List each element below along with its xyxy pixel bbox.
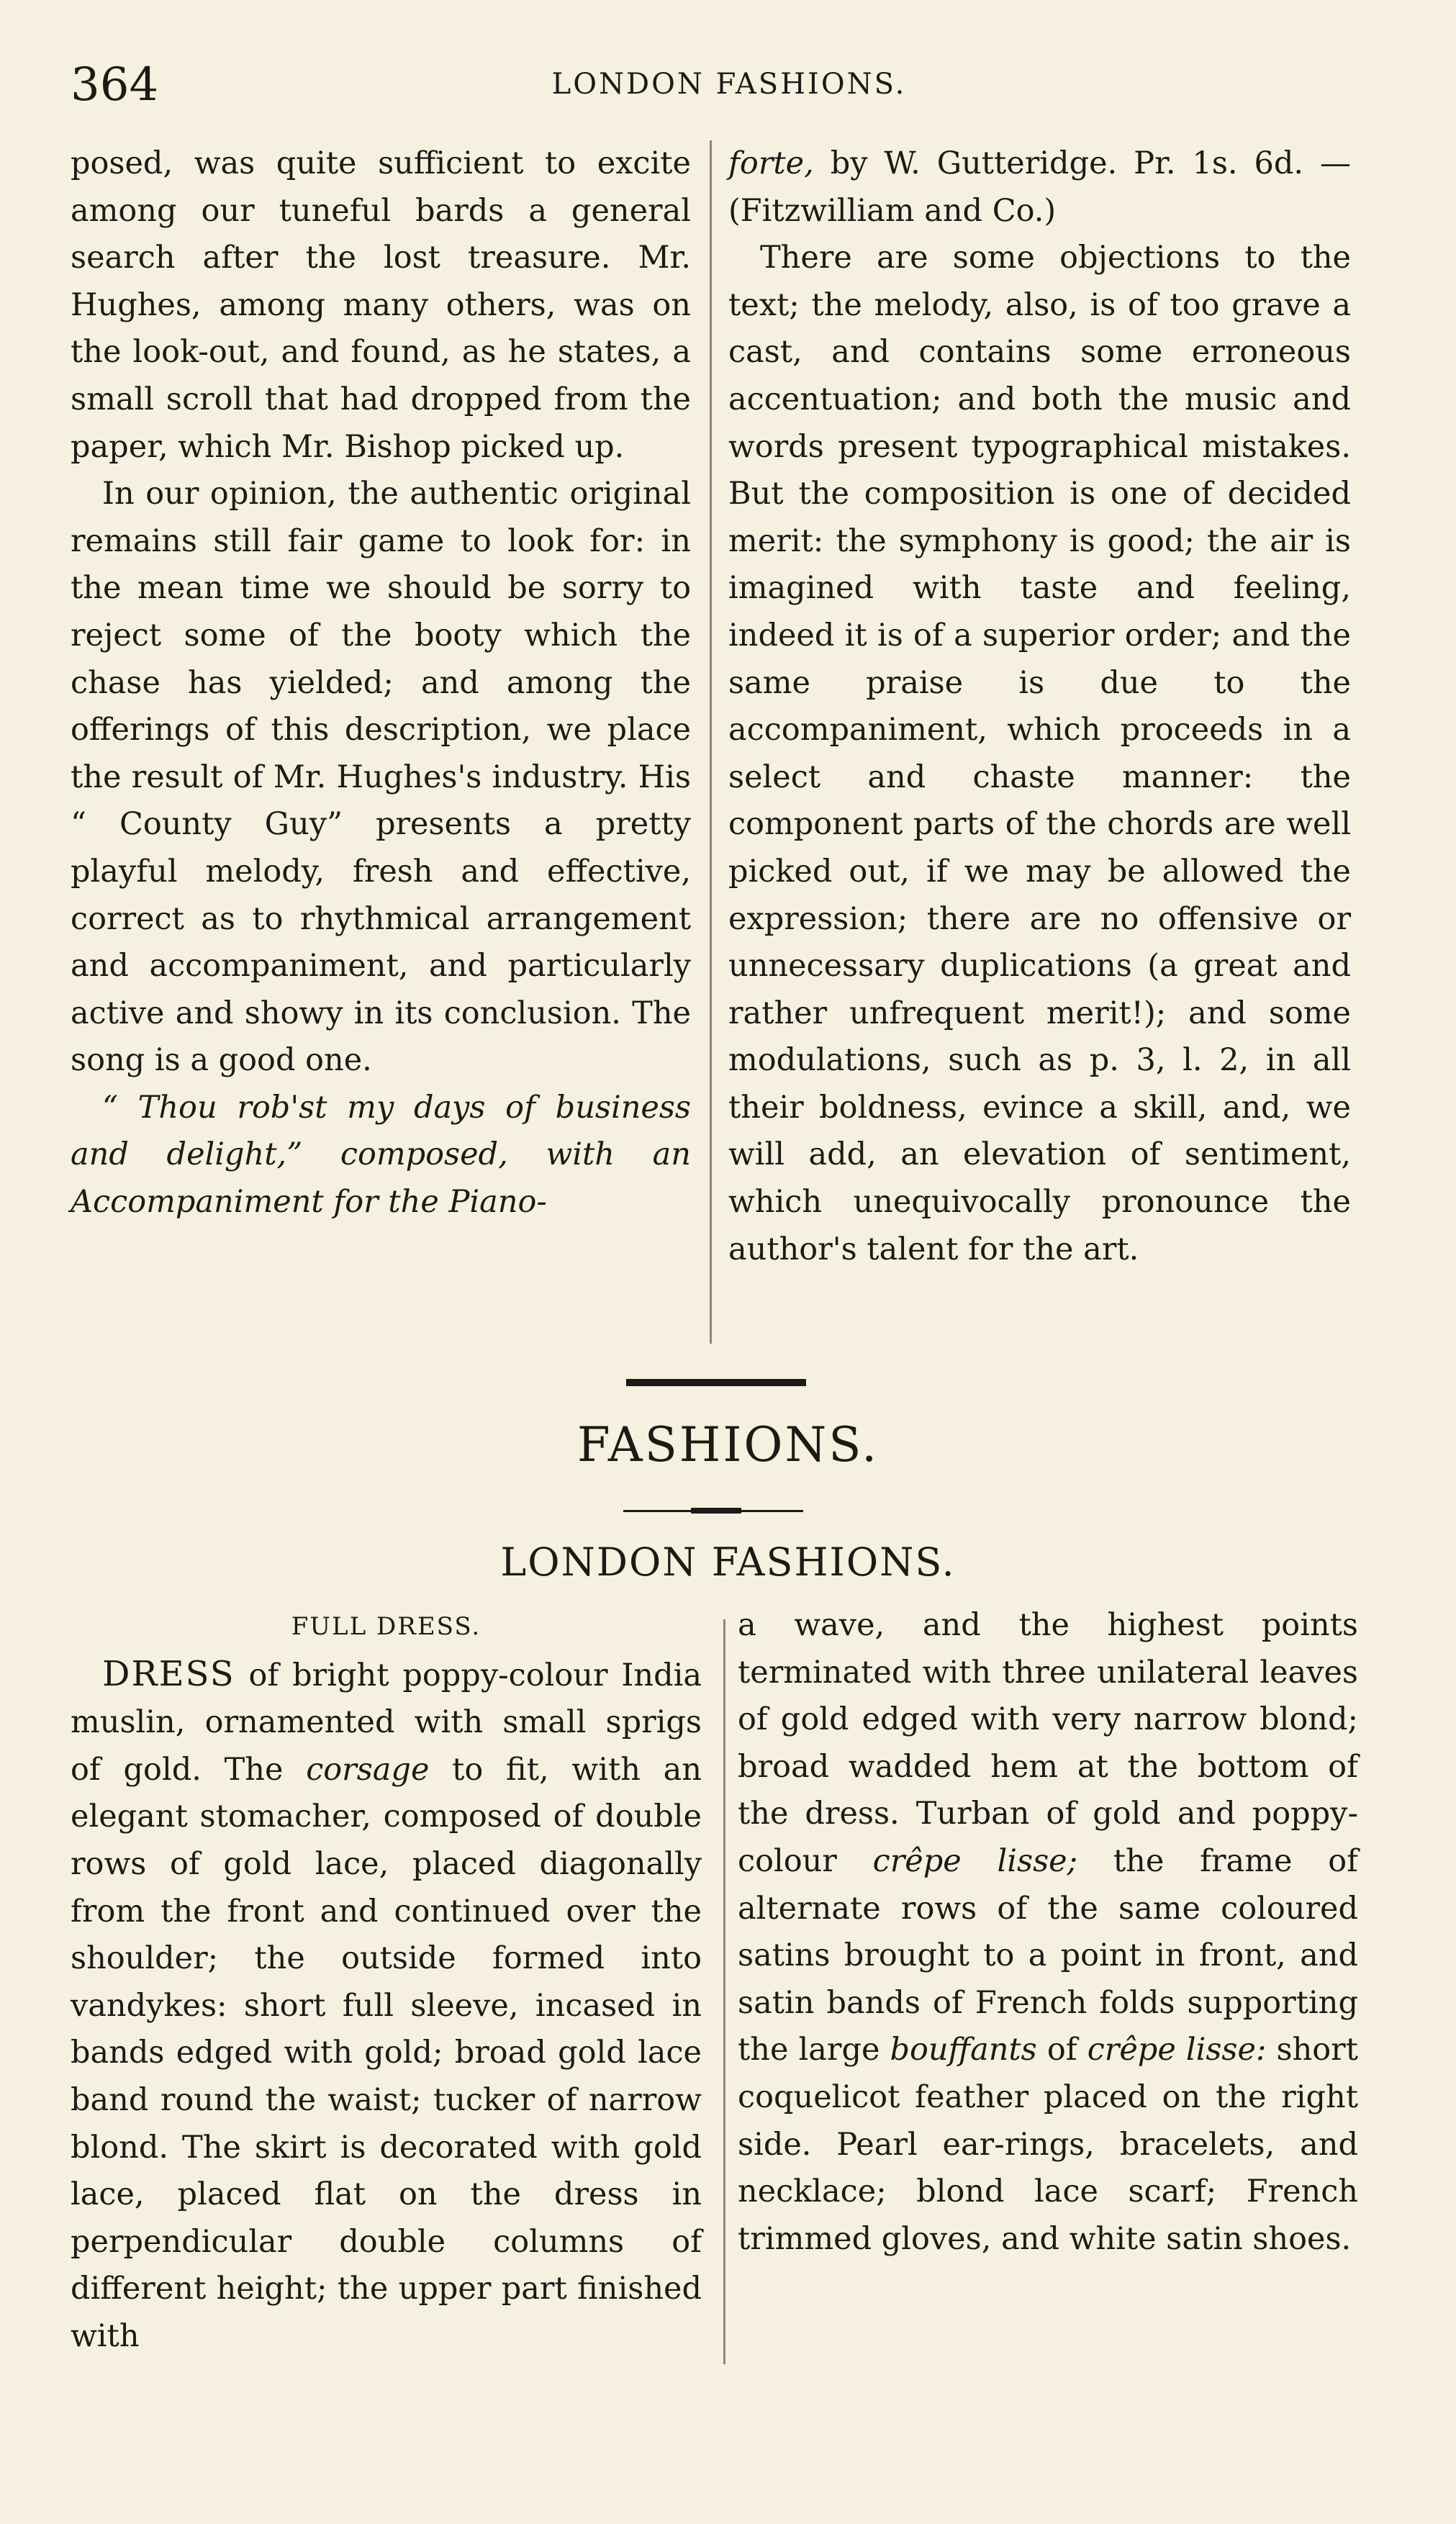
article-left-paragraph-3 xyxy=(71,1085,691,1226)
bouffants-term: bouffants xyxy=(890,2032,1037,2068)
dress-dropcap: DRESS xyxy=(102,1653,235,1694)
article-column-rule xyxy=(710,140,712,1344)
running-head: LONDON FASHIONS. xyxy=(551,68,907,101)
song-description: composed, with an Accompaniment for the xyxy=(71,1136,691,1221)
article-right-column xyxy=(728,140,1351,1273)
publication-info: by W. Gutteridge. Pr. 1s. 6d. —(Fitzwilliam and Co.) xyxy=(728,145,1351,229)
london-fashions-subtitle: LONDON FASHIONS. xyxy=(500,1539,956,1585)
fashions-column-rule xyxy=(723,1619,725,2364)
fashions-right-text-4: short coquelicot feather placed on the right side. Pearl ear-rings, bracelets, and necklace; blond lace scarf; French trimmed gloves, and white satin shoes. xyxy=(738,2032,1358,2257)
section-rule-thick xyxy=(626,1379,806,1386)
fashions-right-column xyxy=(738,1602,1358,2263)
page-number: 364 xyxy=(71,58,159,112)
article-left-column xyxy=(71,140,691,1226)
fashions-right-text-2: the frame of alternate rows of the same coloured satins brought to a point in front, and satin bands of French folds supporting the large xyxy=(738,1842,1358,2068)
full-dress-text-2: to fit, with an elegant stomacher, composed of double rows of gold lace, placed diagonally from the front and continued over the shoulder; the outside formed into vandykes: short full sleeve, incased in bands edged with gold; broad gold lace band round the waist; tucker of narrow blond. The skirt is decorated with gold lace, placed flat on the dress in perpendicular double columns of different height; the upper part finished with xyxy=(71,1751,702,2354)
fashions-right-text-3: of xyxy=(1036,2032,1088,2068)
full-dress-heading: FULL DRESS. xyxy=(291,1612,481,1641)
fashions-right-text-1: a wave, and the highest points terminated with three unilateral leaves of gold edged with very narrow blond; broad wadded hem at the bottom of the dress. Turban of gold and poppy-colour xyxy=(738,1607,1358,1879)
fashions-right-paragraph xyxy=(738,1602,1358,2263)
full-dress-text-1: of bright poppy-colour India muslin, ornamented with small sprigs of gold. The xyxy=(71,1657,702,1788)
article-right-paragraph-1 xyxy=(728,140,1351,235)
section-rule-ornament xyxy=(691,1508,741,1514)
song-description-end: Piano- xyxy=(448,1184,547,1221)
fashions-left-column xyxy=(71,1603,702,2361)
page-header xyxy=(71,56,1388,114)
crepe-lisse-term-2: crêpe lisse: xyxy=(1087,2032,1267,2068)
corsage-term: corsage xyxy=(306,1751,430,1788)
article-left-paragraph-2: In our opinion, the authentic original remains still fair game to look for: in the mean time we should be sorry to reject some of the booty which the chase has yielded; and among the offerings of this description, we place the result of Mr. Hughes's industry. His “ County Guy” presents a pretty playful melody, fresh and effective, correct as to rhythmical arrangement and accompaniment, and particularly active and showy in its conclusion. The song is a good one. xyxy=(71,476,691,1079)
song-title: “ Thou rob'st my days of business and delight,” xyxy=(71,1089,691,1173)
article-left-paragraph-1: posed, was quite sufficient to excite among our tuneful bards a general search after the lost treasure. Mr. Hughes, among many others, was on the look-out, and found, as he states, a small scroll that had dropped from the paper, which Mr. Bishop picked up. xyxy=(71,145,691,465)
full-dress-paragraph xyxy=(71,1651,702,2361)
fashions-title: FASHIONS. xyxy=(576,1417,880,1473)
article-right-paragraph-2: There are some objections to the text; the melody, also, is of too grave a cast, and contains some erroneous accentuation; and both the music and words present typographical mistakes. But the composition is one of decided merit: the symphony is good; the air is imagined with taste and feeling, indeed it is of a superior order; and the same praise is due to the accompaniment, which proceeds in a select and chaste manner: the component parts of the chords are well picked out, if we may be allowed the expression; there are no offensive or unnecessary duplications (a great and rather unfrequent merit!); and some modulations, such as p. 3, l. 2, in all their boldness, evince a skill, and, we will add, an elevation of sentiment, which unequivocally pronounce the author's talent for the art. xyxy=(728,240,1351,1267)
crepe-lisse-term-1: crêpe lisse; xyxy=(872,1842,1078,1879)
forte-word: forte, xyxy=(728,145,814,181)
